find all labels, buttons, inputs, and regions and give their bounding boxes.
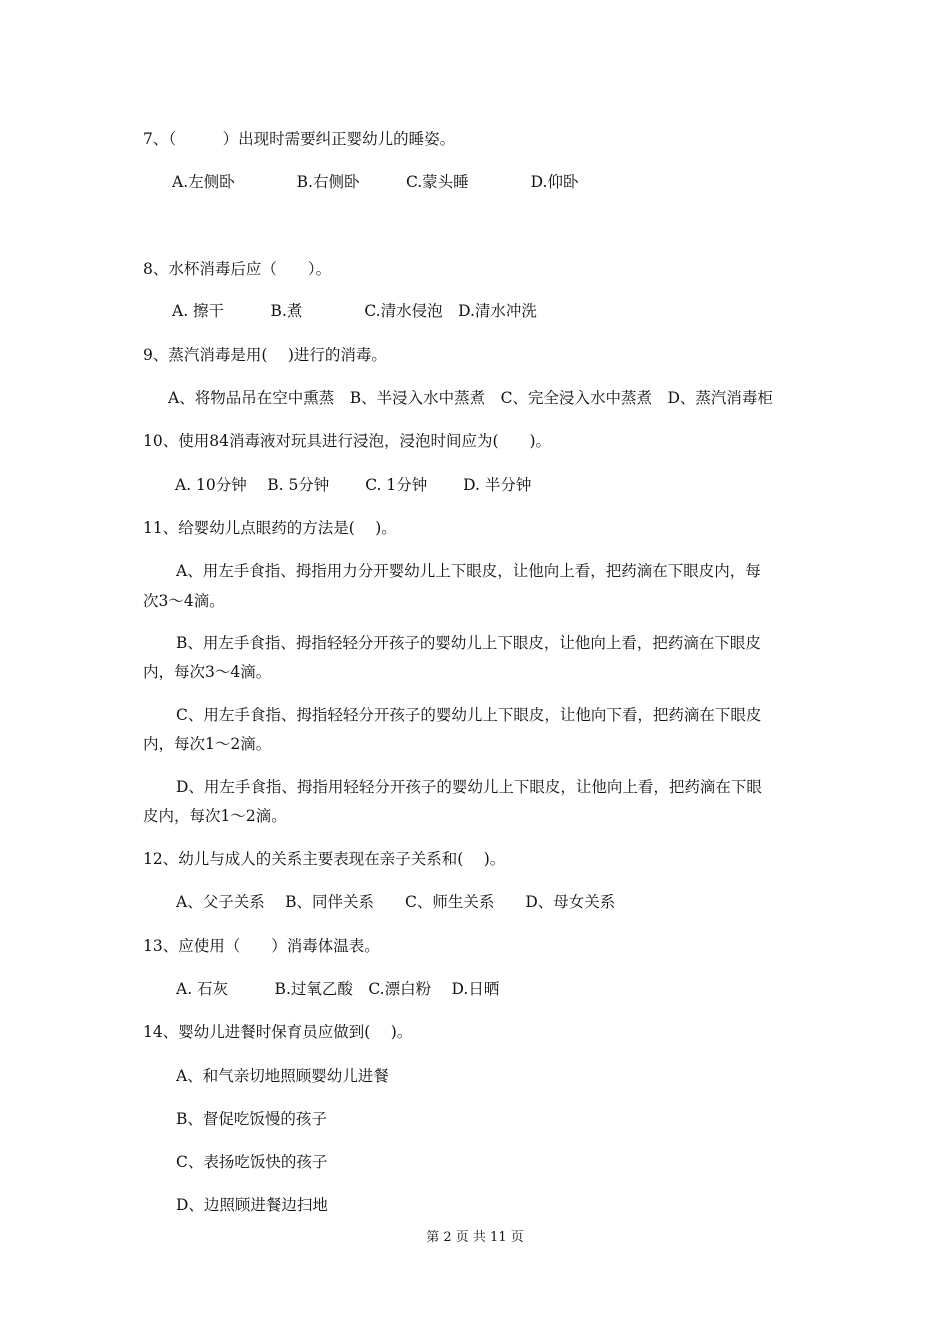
question-7-stem: 7、（ ）出现时需要纠正婴幼儿的睡姿。 — [143, 130, 456, 148]
question-11-option-c: C、用左手食指、拇指轻轻分开孩子的婴幼儿上下眼皮，让他向下看，把药滴在下眼皮 — [176, 706, 762, 724]
question-12-stem: 12、幼儿与成人的关系主要表现在亲子关系和( )。 — [143, 850, 506, 868]
question-14-option-b: B、督促吃饭慢的孩子 — [176, 1110, 327, 1128]
question-11-option-a: A、用左手食指、拇指用力分开婴幼儿上下眼皮，让他向上看，把药滴在下眼皮内，每 — [176, 562, 761, 580]
question-14-option-d: D、边照顾进餐边扫地 — [176, 1196, 328, 1214]
page-number-footer: 第 2 页 共 11 页 — [426, 1230, 524, 1245]
question-11-option-c-continued: 内，每次1～2滴。 — [143, 735, 272, 753]
question-13-stem: 13、应使用（ ）消毒体温表。 — [143, 937, 380, 955]
question-14-stem: 14、婴幼儿进餐时保育员应做到( )。 — [143, 1023, 413, 1041]
question-14-option-c: C、表扬吃饭快的孩子 — [176, 1153, 328, 1171]
question-11-option-d: D、用左手食指、拇指用轻轻分开孩子的婴幼儿上下眼皮，让他向上看，把药滴在下眼 — [176, 778, 762, 796]
question-11-option-b: B、用左手食指、拇指轻轻分开孩子的婴幼儿上下眼皮，让他向上看，把药滴在下眼皮 — [176, 634, 761, 652]
question-10-stem: 10、使用84消毒液对玩具进行浸泡，浸泡时间应为( )。 — [143, 432, 552, 450]
question-9-stem: 9、蒸汽消毒是用( )进行的消毒。 — [143, 346, 387, 364]
question-11-option-a-continued: 次3～4滴。 — [143, 592, 225, 610]
question-11-option-b-continued: 内，每次3～4滴。 — [143, 663, 272, 681]
question-7-options: A.左侧卧 B.右侧卧 C.蒙头睡 D.仰卧 — [172, 173, 579, 191]
question-13-options: A. 石灰 B.过氧乙酸 C.漂白粉 D.日晒 — [176, 980, 500, 998]
question-9-options: A、将物品吊在空中熏蒸 B、半浸入水中蒸煮 C、完全浸入水中蒸煮 D、蒸汽消毒柜 — [168, 389, 773, 407]
question-14-option-a: A、和气亲切地照顾婴幼儿进餐 — [176, 1067, 389, 1085]
question-11-stem: 11、给婴幼儿点眼药的方法是( )。 — [143, 519, 397, 537]
question-12-options: A、父子关系 B、同伴关系 C、师生关系 D、母女关系 — [176, 893, 616, 911]
question-8-options: A. 擦干 B.煮 C.清水侵泡 D.清水冲洗 — [172, 302, 537, 320]
question-11-option-d-continued: 皮内，每次1～2滴。 — [143, 807, 287, 825]
question-10-options: A. 10分钟 B. 5分钟 C. 1分钟 D. 半分钟 — [175, 476, 532, 494]
question-8-stem: 8、水杯消毒后应（ ）。 — [143, 260, 332, 278]
